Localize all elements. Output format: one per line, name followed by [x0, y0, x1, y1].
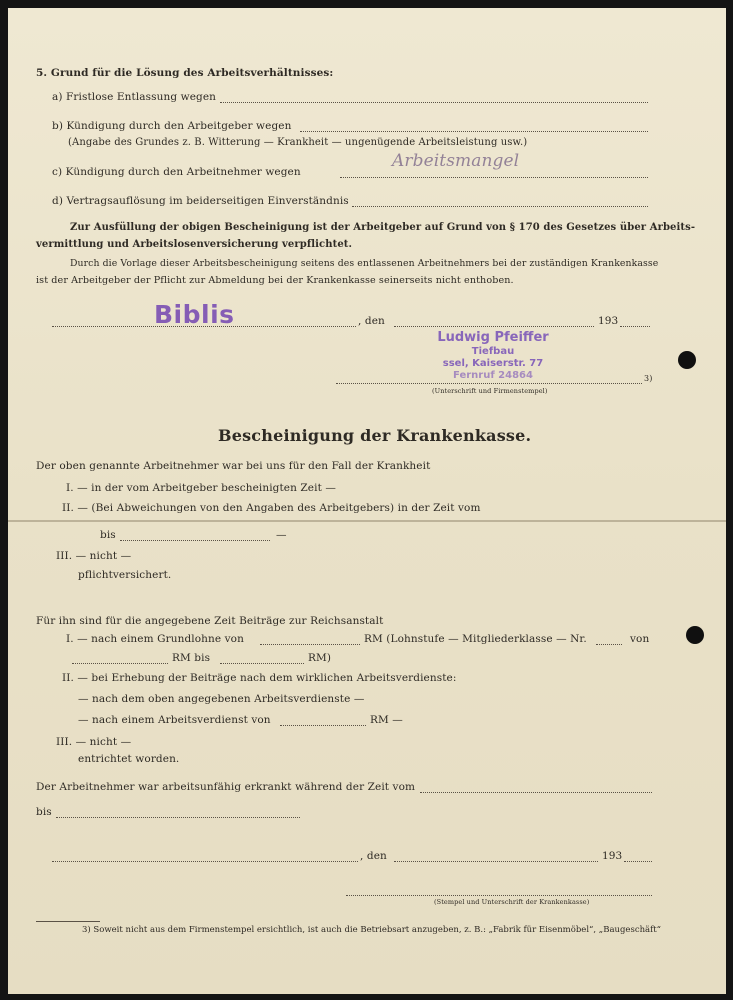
- grundlohn-field[interactable]: [260, 644, 360, 645]
- reason-c-field[interactable]: [340, 177, 648, 178]
- kasse-year: 193: [602, 850, 623, 862]
- reason-d-field[interactable]: [352, 206, 648, 207]
- beitraege-intro: Für ihn sind für die angegebene Zeit Beiträge zur Reichsanstalt: [36, 615, 384, 627]
- krank-bis-label: bis: [36, 806, 52, 818]
- firm-stamp-name: Ludwig Pfeiffer: [437, 330, 549, 345]
- kasse-signature-caption: (Stempel und Unterschrift der Krankenkasse): [434, 898, 590, 906]
- reason-a-label: a) Fristlose Entlassung wegen: [52, 91, 217, 103]
- beitraege-iii-label: III. — nicht —: [56, 736, 132, 748]
- arbeitsverdienst-field[interactable]: [280, 725, 366, 726]
- kasse-bis-field[interactable]: [120, 540, 270, 541]
- firm-stamp-phone: Fernruf 24864: [453, 370, 533, 381]
- kasse-date-field[interactable]: [394, 861, 598, 862]
- reason-b-field[interactable]: [300, 131, 648, 132]
- firm-stamp: [428, 330, 558, 381]
- kasse-option-iii: III. — nicht —: [56, 550, 132, 562]
- employer-den-label: , den: [358, 315, 385, 327]
- notice-line1: Durch die Vorlage dieser Arbeitsbescheinigung seitens des entlassenen Arbeitnehmers bei der zuständigen Krankenkasse: [70, 258, 659, 269]
- place-stamp: Biblis: [154, 300, 235, 329]
- kasse-option-iii-text: pflichtversichert.: [78, 569, 172, 581]
- reason-b-label: b) Kündigung durch den Arbeitgeber wegen: [52, 120, 292, 132]
- krank-text: Der Arbeitnehmer war arbeitsunfähig erkrankt während der Zeit vom: [36, 781, 416, 793]
- mitgliederklasse-nr-field[interactable]: [596, 644, 622, 645]
- krank-von-field[interactable]: [420, 792, 652, 793]
- beitraege-ii-option2: — nach einem Arbeitsverdienst von: [78, 714, 271, 726]
- footnote-mark: 3): [644, 374, 653, 383]
- beitraege-i-label: I. — nach einem Grundlohne von: [66, 633, 244, 645]
- reason-c-handwritten: Arbeitsmangel: [392, 151, 520, 171]
- kasse-bis-label: bis: [100, 529, 116, 541]
- kasse-heading: Bescheinigung der Krankenkasse.: [218, 426, 532, 445]
- beitraege-rm-close: RM): [308, 652, 332, 664]
- obligation-line1: Zur Ausfüllung der obigen Bescheinigung ist der Arbeitgeber auf Grund von § 170 des Gesetzes über Arbeits-: [70, 222, 696, 233]
- document-page: [8, 8, 726, 994]
- beitraege-rm-bis: RM bis: [172, 652, 211, 664]
- employer-year-field[interactable]: [620, 326, 650, 327]
- employer-date-field[interactable]: [394, 326, 594, 327]
- kasse-bis-dash: —: [276, 529, 287, 541]
- beitraege-ii-option1: — nach dem oben angegebenen Arbeitsverdienste —: [78, 693, 365, 705]
- reason-d-label: d) Vertragsauflösung im beiderseitigen Einverständnis: [52, 195, 349, 207]
- beitraege-von: von: [630, 633, 650, 645]
- kasse-year-field[interactable]: [624, 861, 652, 862]
- beitraege-i-lohnstufe: RM (Lohnstufe — Mitgliederklasse — Nr.: [364, 633, 587, 645]
- kasse-den-label: , den: [360, 850, 387, 862]
- kasse-intro: Der oben genannte Arbeitnehmer war bei uns für den Fall der Krankheit: [36, 460, 431, 472]
- reason-a-field[interactable]: [220, 102, 648, 103]
- beitraege-bis-field[interactable]: [220, 663, 304, 664]
- reason-b-note: (Angabe des Grundes z. B. Witterung — Krankheit — ungenügende Arbeitsleistung usw.): [68, 137, 528, 148]
- beitraege-iii-text: entrichtet worden.: [78, 753, 180, 765]
- obligation-line2: vermittlung und Arbeitslosenversicherung verpflichtet.: [36, 239, 353, 250]
- employer-signature-caption: (Unterschrift und Firmenstempel): [432, 387, 548, 395]
- beitraege-von-field[interactable]: [72, 663, 168, 664]
- firm-stamp-address: ssel, Kaiserstr. 77: [442, 358, 544, 369]
- punch-hole-top: [678, 351, 696, 369]
- beitraege-ii-label: II. — bei Erhebung der Beiträge nach dem wirklichen Arbeitsverdienste:: [62, 672, 457, 684]
- krank-bis-field[interactable]: [56, 817, 300, 818]
- footnote-text: 3) Soweit nicht aus dem Firmenstempel ersichtlich, ist auch die Betriebsart anzugeben, z. B.: „Fabrik für Eisenmöbel“, „Baugeschäft“: [82, 925, 662, 935]
- section5-heading: 5. Grund für die Lösung des Arbeitsverhältnisses:: [36, 67, 334, 79]
- kasse-option-ii: II. — (Bei Abweichungen von den Angaben des Arbeitgebers) in der Zeit vom: [62, 502, 481, 514]
- reason-c-label: c) Kündigung durch den Arbeitnehmer wegen: [52, 166, 301, 178]
- footnote-rule: [36, 921, 100, 922]
- kasse-place-field[interactable]: [52, 861, 358, 862]
- employer-year: 193: [598, 315, 619, 327]
- punch-hole-bottom: [686, 626, 704, 644]
- employer-signature-field[interactable]: [336, 383, 642, 384]
- notice-line2: ist der Arbeitgeber der Pflicht zur Abmeldung bei der Krankenkasse seinerseits nicht enthoben.: [36, 275, 514, 286]
- kasse-option-i: I. — in der vom Arbeitgeber bescheinigten Zeit —: [66, 482, 336, 494]
- beitraege-rm-dash: RM —: [370, 714, 403, 726]
- firm-stamp-trade: Tiefbau: [471, 346, 515, 357]
- kasse-signature-field[interactable]: [346, 895, 652, 896]
- paper-fold: [8, 520, 726, 522]
